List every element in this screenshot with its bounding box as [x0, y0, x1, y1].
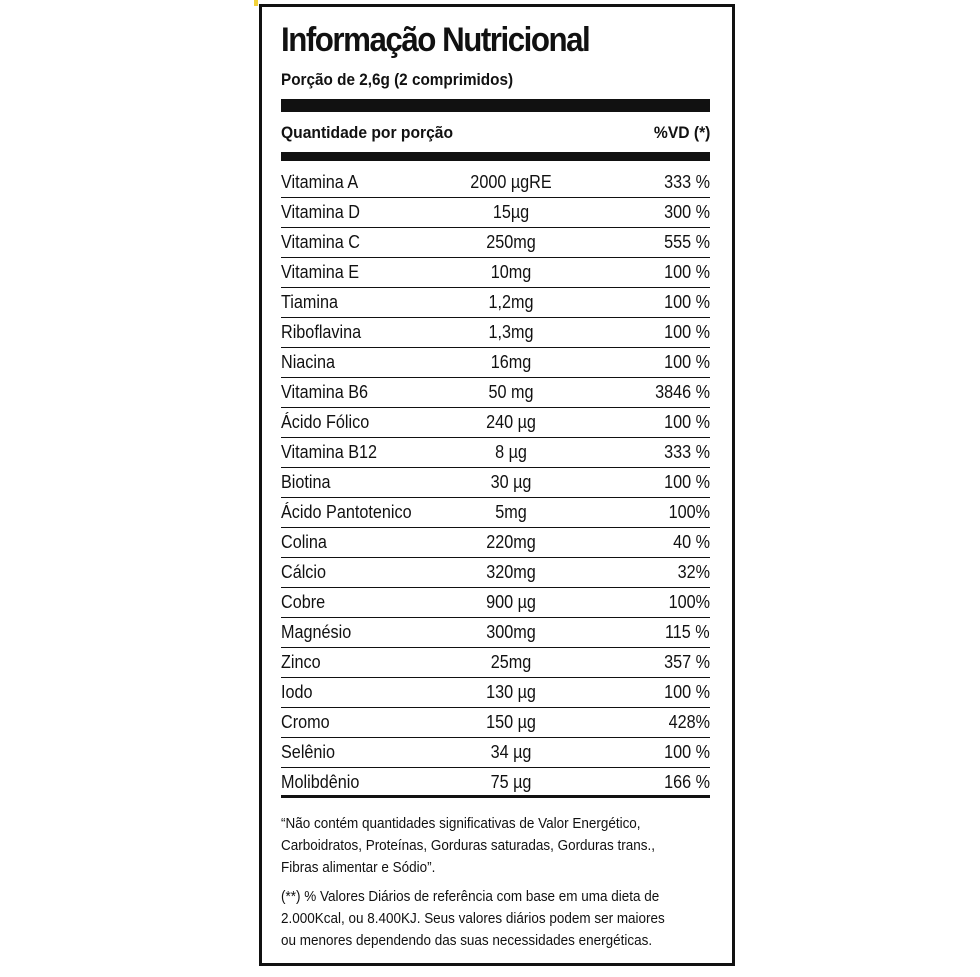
header-divider-bar: [281, 152, 710, 161]
nutrient-name: Riboflavina: [281, 322, 362, 342]
nutrient-row: Iodo 130 µg 100 %: [281, 678, 710, 708]
nutrient-daily-value: 100 %: [664, 292, 710, 312]
nutrient-name: Vitamina D: [281, 202, 360, 222]
serving-size: Porção de 2,6g (2 comprimidos): [281, 70, 514, 89]
nutrient-daily-value: 555 %: [664, 232, 710, 252]
nutrient-daily-value: 100 %: [664, 322, 710, 342]
nutrient-daily-value: 100 %: [664, 352, 710, 372]
daily-value-header: %VD (*): [653, 123, 710, 142]
nutrient-table: [281, 168, 710, 798]
nutrient-row: Selênio 34 µg 100 %: [281, 738, 710, 768]
nutrient-row: Cálcio 320mg 32%: [281, 558, 710, 588]
nutrient-daily-value: 100 %: [664, 682, 710, 702]
nutrient-name: Colina: [281, 532, 327, 552]
nutrient-daily-value: 333 %: [664, 442, 710, 462]
nutrient-row: Ácido Pantotenico 5mg 100%: [281, 498, 710, 528]
nutrient-name: Tiamina: [281, 292, 339, 312]
nutrient-name: Vitamina B6: [281, 382, 369, 402]
nutrient-row: Magnésio 300mg 115 %: [281, 618, 710, 648]
nutrient-daily-value: 115 %: [665, 622, 710, 642]
nutrient-row: Zinco 25mg 357 %: [281, 648, 710, 678]
footnote-daily-values: (**) % Valores Diários de referência com base em uma dieta de 2.000Kcal, ou 8.400KJ. Seus valores diários podem ser maiores ou menores dependendo das suas necessidades energéticas.: [281, 889, 665, 949]
nutrient-daily-value: 100 %: [664, 412, 710, 432]
nutrient-daily-value: 100 %: [664, 742, 710, 762]
nutrient-name: Iodo: [281, 682, 313, 702]
nutrient-row: Vitamina A 2000 µgRE 333 %: [281, 168, 710, 198]
nutrient-row: Vitamina C 250mg 555 %: [281, 228, 710, 258]
nutrient-daily-value: 166 %: [664, 772, 710, 792]
nutrient-name: Vitamina E: [281, 262, 360, 282]
nutrient-daily-value: 428%: [668, 712, 710, 732]
top-divider-bar: [281, 99, 710, 112]
nutrient-row: Colina 220mg 40 %: [281, 528, 710, 558]
nutrient-row: Niacina 16mg 100 %: [281, 348, 710, 378]
nutrient-daily-value: 3846 %: [655, 382, 710, 402]
nutrient-name: Biotina: [281, 472, 331, 492]
nutrient-row: Tiamina 1,2mg 100 %: [281, 288, 710, 318]
nutrient-name: Molibdênio: [281, 772, 360, 792]
nutrient-row: Cobre 900 µg 100%: [281, 588, 710, 618]
nutrient-name: Ácido Fólico: [281, 412, 370, 432]
nutrient-daily-value: 333 %: [664, 172, 710, 192]
nutrient-daily-value: 300 %: [664, 202, 710, 222]
footnote-not-significant: “Não contém quantidades significativas de Valor Energético, Carboidratos, Proteínas, Gorduras saturadas, Gorduras trans., Fibras alimentar e Sódio”.: [281, 816, 656, 876]
nutrient-row: Ácido Fólico 240 µg 100 %: [281, 408, 710, 438]
nutrient-daily-value: 32%: [677, 562, 710, 582]
corner-accent: [254, 0, 258, 6]
nutrient-row: Vitamina D 15µg 300 %: [281, 198, 710, 228]
nutrient-name: Cromo: [281, 712, 330, 732]
nutrient-row: Vitamina B12 8 µg 333 %: [281, 438, 710, 468]
nutrient-name: Magnésio: [281, 622, 352, 642]
nutrient-name: Zinco: [281, 652, 321, 672]
nutrient-name: Vitamina B12: [281, 442, 378, 462]
nutrient-daily-value: 100 %: [664, 472, 710, 492]
column-header-row: [281, 123, 710, 143]
nutrient-row: Riboflavina 1,3mg 100 %: [281, 318, 710, 348]
nutrient-row: Vitamina B6 50 mg 3846 %: [281, 378, 710, 408]
nutrient-name: Vitamina C: [281, 232, 360, 252]
amount-per-serving-header: Quantidade por porção: [281, 123, 454, 142]
nutrient-row: Cromo 150 µg 428%: [281, 708, 710, 738]
panel-title: Informação Nutricional: [281, 21, 590, 59]
nutrient-daily-value: 100 %: [664, 262, 710, 282]
nutrient-daily-value: 100%: [668, 592, 710, 612]
nutrition-facts-panel: [259, 4, 735, 966]
nutrient-row: Molibdênio 75 µg 166 %: [281, 768, 710, 798]
nutrient-daily-value: 357 %: [664, 652, 710, 672]
nutrient-name: Vitamina A: [281, 172, 359, 192]
nutrient-daily-value: 100%: [668, 502, 710, 522]
nutrient-row: Vitamina E 10mg 100 %: [281, 258, 710, 288]
nutrient-row: Biotina 30 µg 100 %: [281, 468, 710, 498]
nutrient-name: Niacina: [281, 352, 336, 372]
nutrient-name: Ácido Pantotenico: [281, 502, 412, 522]
nutrient-daily-value: 40 %: [673, 532, 710, 552]
nutrient-name: Cálcio: [281, 562, 327, 582]
nutrient-name: Selênio: [281, 742, 336, 762]
nutrient-name: Cobre: [281, 592, 326, 612]
